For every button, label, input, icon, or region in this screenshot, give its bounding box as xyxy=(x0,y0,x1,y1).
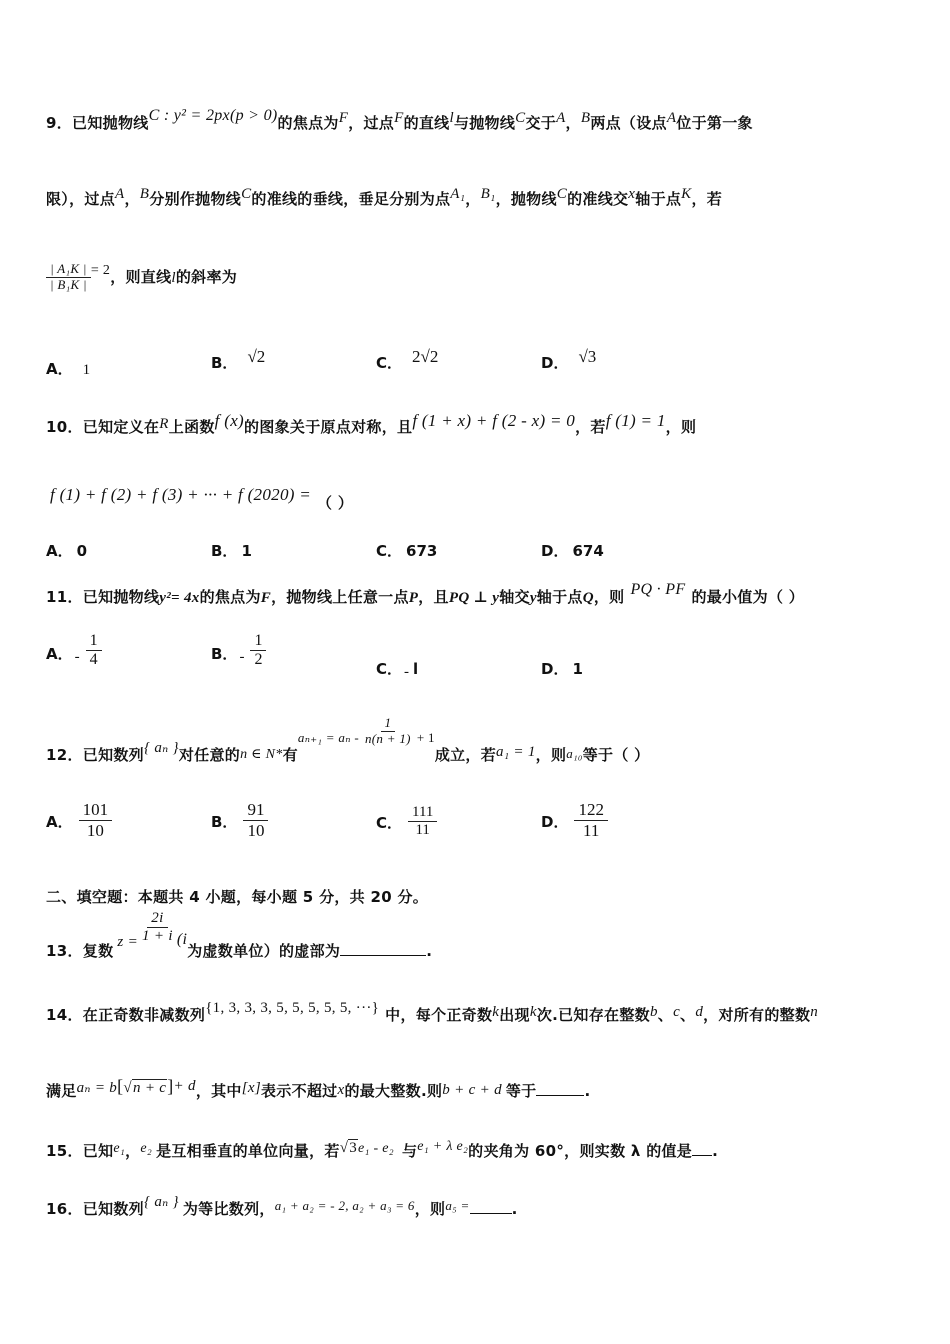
q15-line: 15．已知e₁，e₂ 是互相垂直的单位向量，若√3e₁ - e₂ 与e₁ + λ e₂的夹角为 60°，则实数 λ 的值是 . xyxy=(46,1139,719,1160)
q13-answer-blank[interactable] xyxy=(340,955,426,956)
q12-recurrence-fraction: $\frac{1}{n(n + 1)}$ xyxy=(364,715,411,746)
q9-option-c: C． 2√2 xyxy=(376,347,439,372)
q9-number: 9． xyxy=(46,114,73,132)
q11-option-b: B． - $\frac{1}{2}$ xyxy=(211,632,266,670)
q13-line: 13．复数 z = $\frac{2i}{1 + i}$ (i为虚数单位）的虚部为 . xyxy=(46,910,433,961)
q11-line1: 11．已知抛物线y²= 4x的焦点为F，抛物线上任意一点P，且PQ ⊥ y轴交y轴于点Q，则 PQ · PF 的最小值为（ ） xyxy=(46,581,805,606)
q15-sqrt3: √3 xyxy=(339,1140,358,1156)
q10-condition: f (1 + x) + f (2 - x) = 0 xyxy=(412,411,576,430)
q14-sequence: {1, 3, 3, 3, 5, 5, 5, 5, 5, ···} xyxy=(205,1000,380,1016)
q10-option-c: C． 673 xyxy=(376,542,438,560)
q10-option-b: B． 1 xyxy=(211,542,252,560)
q14-sqrt: √n + c xyxy=(123,1080,167,1096)
q9-ratio-fraction: $\frac{\text{| A₁K |}}{\text{| B₁K |}}$ xyxy=(46,262,91,293)
q9-option-a: A． 1 xyxy=(46,360,91,378)
q11-dot-product: PQ · PF xyxy=(630,581,686,598)
q14-number: 14． xyxy=(46,1006,83,1024)
q9-line2: 限），过点A，B分别作抛物线C的准线的垂线，垂足分别为点A₁，B₁，抛物线C的准线交x轴于点K，若 xyxy=(46,186,723,208)
q12-line1: 12．已知数列{ aₙ }对任意的n ∈ N*有aₙ₊₁ = aₙ - $\frac{1}{n(n + 1)}$ + 1成立，若a₁ = 1，则a₁₀等于（ ） xyxy=(46,715,650,764)
q9-line1: 9．已知抛物线C : y² = 2px(p > 0)的焦点为F，过点F的直线l与抛物线C交于A，B两点（设点A位于第一象 xyxy=(46,107,753,132)
q14-line2: 满足aₙ = b[√n + c]+ d，其中[x]表示不超过x的最大整数.则b + c + d 等于 . xyxy=(46,1076,591,1100)
q16-line: 16．已知数列{ aₙ } 为等比数列，a₁ + a₂ = - 2, a₂ + a₃ = 6，则a₅ = . xyxy=(46,1194,518,1218)
q14-line1: 14．在正奇数非减数列{1, 3, 3, 3, 5, 5, 5, 5, 5, ···} 中，每个正奇数k出现k次.已知存在整数b、c、d，对所有的整数n xyxy=(46,1000,819,1024)
q14-answer-blank[interactable] xyxy=(536,1095,584,1096)
q13-fraction: $\frac{2i}{1 + i}$ xyxy=(142,910,173,945)
q15-answer-blank[interactable] xyxy=(692,1155,712,1156)
section-heading-fill-blank: 二、填空题：本题共 4 小题，每小题 5 分，共 20 分。 xyxy=(46,888,429,906)
q16-answer-blank[interactable] xyxy=(470,1213,512,1214)
q15-number: 15． xyxy=(46,1142,83,1160)
q11-option-a: A． - $\frac{1}{4}$ xyxy=(46,632,102,670)
q16-condition: a₁ + a₂ = - 2, a₂ + a₃ = 6 xyxy=(274,1198,415,1213)
q11-option-c: C． - l xyxy=(376,660,419,680)
q11-number: 11． xyxy=(46,588,83,606)
q10-option-d: D． 674 xyxy=(541,542,604,560)
q10-number: 10． xyxy=(46,418,83,436)
q11-option-d: D． 1 xyxy=(541,660,583,678)
q10-option-a: A． 0 xyxy=(46,542,88,560)
q12-option-c: C． $\frac{111}{11}$ xyxy=(376,804,437,840)
q9-option-d: D． √3 xyxy=(541,347,597,372)
q12-option-d: D． $\frac{122}{11}$ xyxy=(541,800,608,840)
q10-line2: f (1) + f (2) + f (3) + ··· + f (2020) = （ ） xyxy=(50,485,354,512)
q9-line3: $\frac{\text{| A₁K |}}{\text{| B₁K |}}$ = 2，则直线l的斜率为 xyxy=(46,262,237,293)
q13-number: 13． xyxy=(46,942,83,961)
q12-number: 12． xyxy=(46,745,83,764)
q12-option-b: B． $\frac{91}{10}$ xyxy=(211,800,268,840)
q10-sum-expr: f (1) + f (2) + f (3) + ··· + f (2020) = xyxy=(50,485,312,504)
q10-line1: 10．已知定义在R上函数f (x)的图象关于原点对称，且f (1 + x) + f (2 - x) = 0，若f (1) = 1，则 xyxy=(46,411,697,436)
q9-option-b: B． √2 xyxy=(211,347,266,372)
q16-number: 16． xyxy=(46,1200,83,1218)
q9-parabola-eq: C : y² = 2px(p > 0) xyxy=(148,107,278,124)
q12-option-a: A． $\frac{101}{10}$ xyxy=(46,800,112,840)
